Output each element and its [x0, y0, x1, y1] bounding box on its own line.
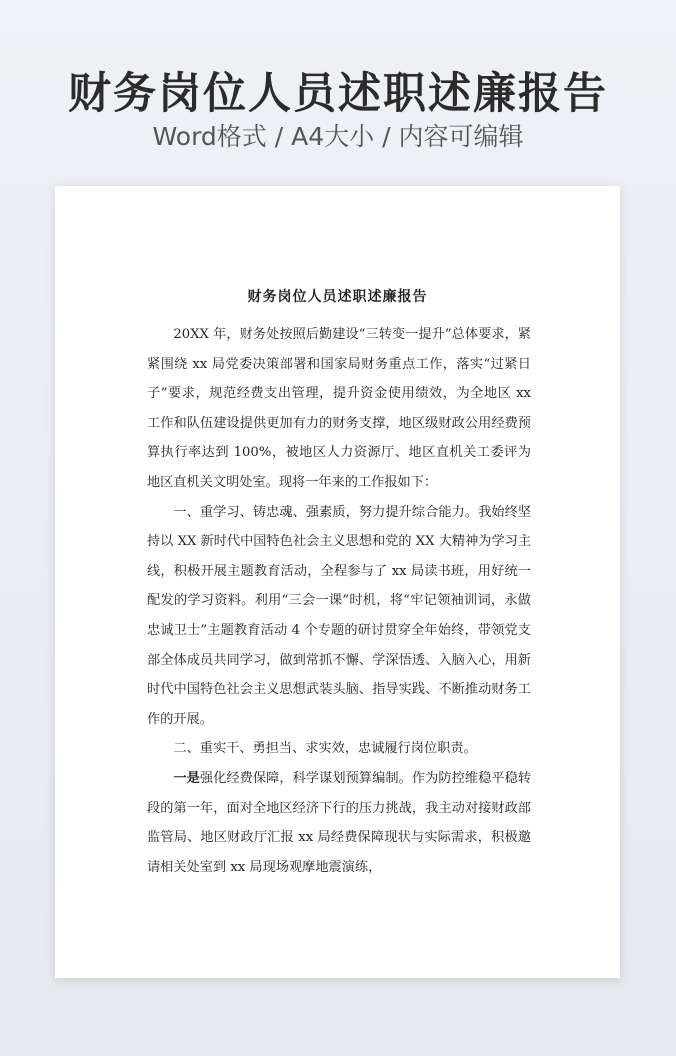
item-text: 强化经费保障，科学谋划预算编制。作为防控维稳平稳转段的第一年，面对全地区经济下行的压力挑战，我主动对接财政部监管局、地区财政厅汇报 xx 局经费保障现状与实际需求，积极邀请相关处室到 xx 局现场观摩地震演练，: [147, 770, 532, 875]
document-title: 财务岗位人员述职述廉报告: [247, 289, 428, 305]
document-body: [147, 320, 531, 882]
paragraph-intro: 20XX 年，财务处按照后勤建设“三转变一提升”总体要求，紧紧围绕 xx 局党委决策部署和国家局财务重点工作，落实“过紧日子”要求，规范经费支出管理，提升资金使用绩效，为全地区 xx 工作和队伍建设提供更加有力的财务支撑，地区级财政公用经费预算执行率达到 100%，被地区人力资源厅、地区直机关工委评为地区直机关文明处室。现将一年来的工作报如下：: [147, 327, 531, 490]
paragraph-item-one: [147, 764, 531, 882]
paragraph-section-one: 一、重学习、铸忠魂、强素质，努力提升综合能力。我始终坚持以 XX 新时代中国特色社会主义思想和党的 XX 大精神为学习主线，积极开展主题教育活动，全程参与了 xx 局读书班，用好统一配发的学习资料。利用“三会一课”时机，将“牢记领袖训词，永做忠诚卫士”主题教育活动 4 个专题的研讨贯穿全年始终，带领党支部全体成员共同学习，做到常抓不懈、学深悟透、入脑入心，用新时代中国特色社会主义思想武装头脑、指导实践、不断推动财务工作的开展。: [147, 504, 532, 727]
document-page: [55, 186, 620, 978]
paragraph-section-two-heading: 二、重实干、勇担当、求实效，忠诚履行岗位职责。: [173, 741, 477, 757]
page-title: 财务岗位人员述职述廉报告: [68, 69, 608, 119]
page-subtitle: Word格式 / A4大小 / 内容可编辑: [152, 122, 524, 151]
item-lead: 一是: [173, 770, 200, 786]
